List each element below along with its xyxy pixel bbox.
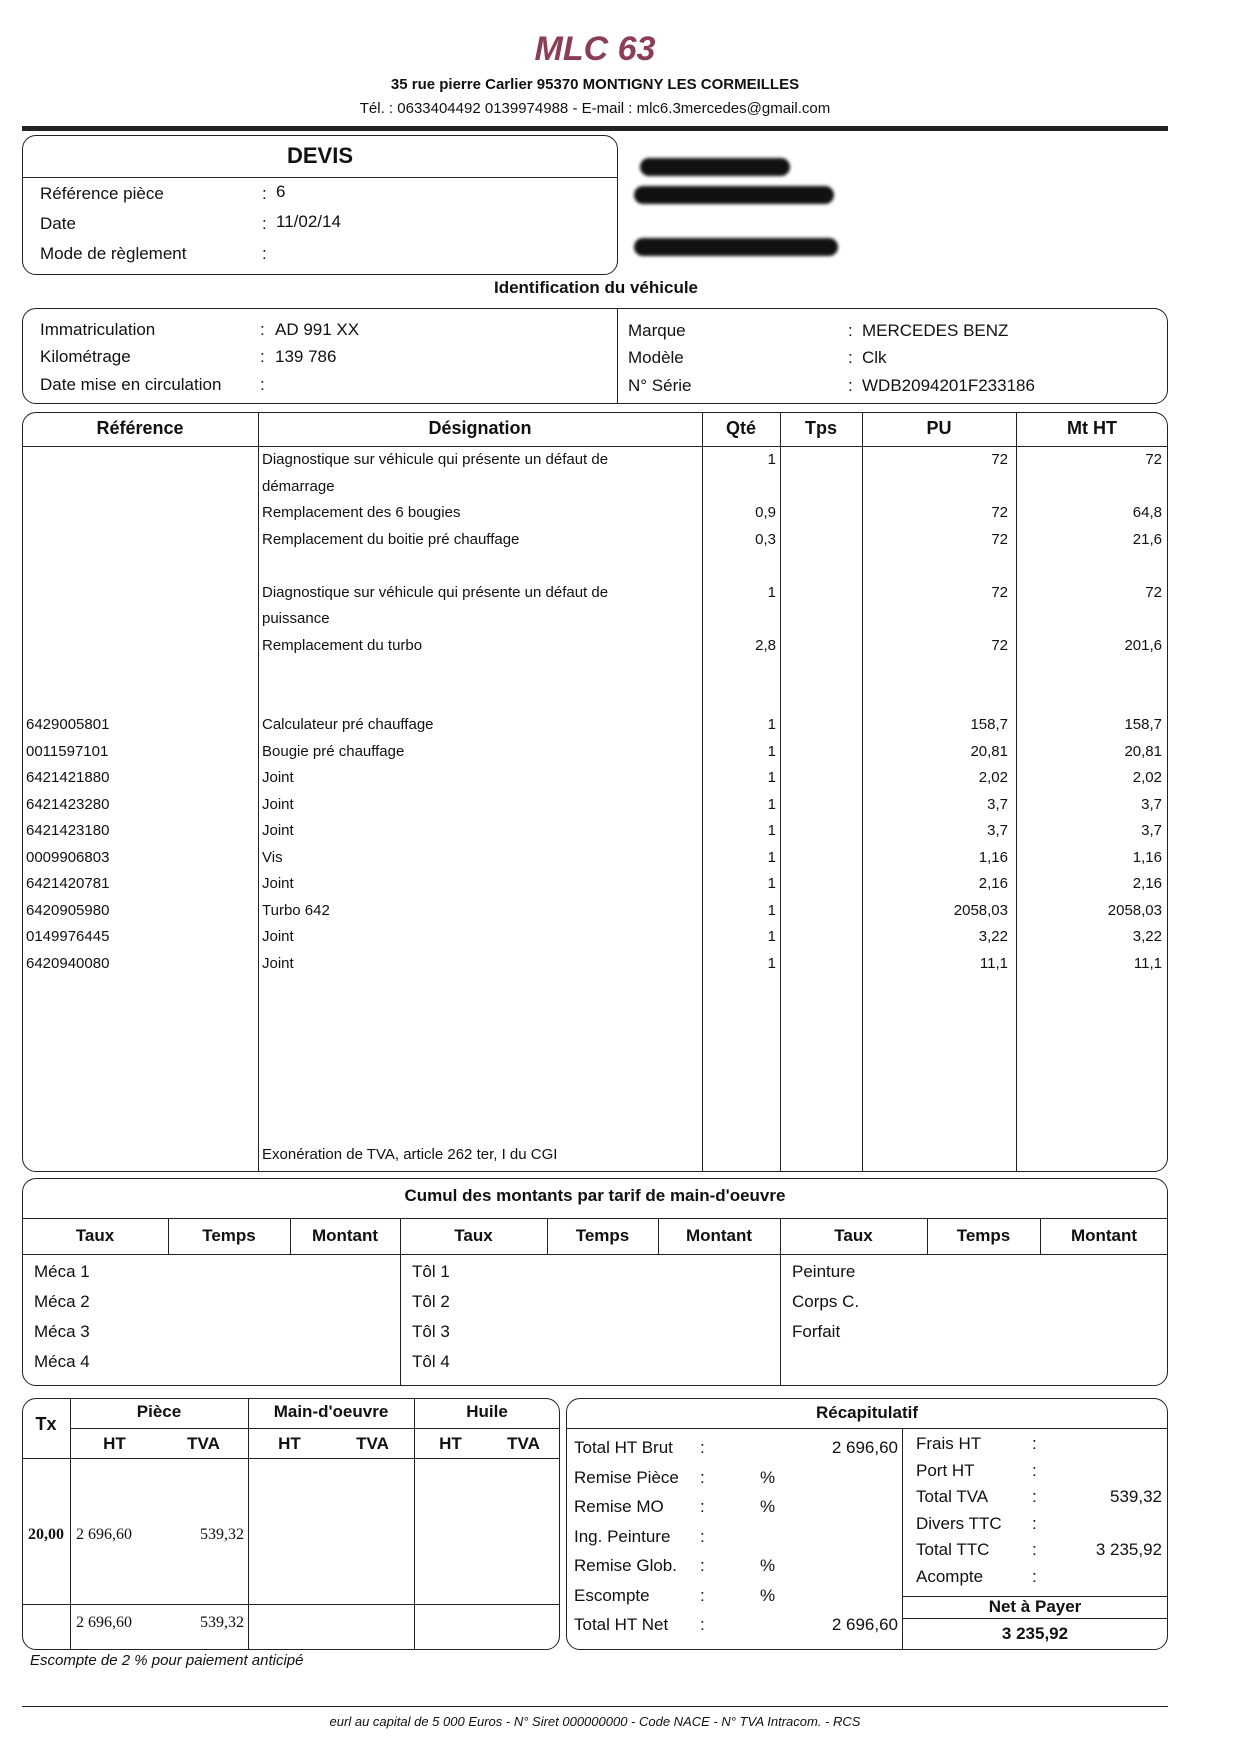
cumul-rate-label: Peinture	[792, 1262, 856, 1281]
company-contact: Tél. : 0633404492 0139974988 - E-mail : mlc6.3mercedes@gmail.com	[359, 100, 831, 117]
recap-right-sep: :	[1032, 1540, 1037, 1559]
line-qty: 1	[767, 901, 776, 919]
line-mt-ht: 3,22	[1132, 928, 1162, 945]
recap-right-label: Acompte	[916, 1566, 984, 1586]
line-designation: Remplacement du boitie pré chauffage	[262, 530, 520, 548]
line-ref: 6429005801	[26, 716, 110, 733]
line-qty: 1	[767, 716, 776, 733]
line-qty: 1	[767, 769, 776, 786]
line-mt-ht: 201,6	[1124, 636, 1162, 654]
line-designation: Joint	[262, 928, 294, 945]
net-a-payer-label: Net à Payer	[988, 1597, 1082, 1616]
tax-piece-ht: 2 696,60	[76, 1526, 132, 1543]
lines-header-divider	[22, 446, 1168, 447]
vehicle-right-value: MERCEDES BENZ	[862, 321, 1009, 340]
tax-total-divider	[22, 1604, 560, 1605]
devis-title-divider	[22, 177, 618, 178]
cumul-rate-label: Forfait	[792, 1322, 841, 1341]
line-designation: Joint	[262, 822, 294, 839]
cumul-col-header: Montant	[311, 1226, 379, 1245]
tax-piece-tva: 539,32	[200, 1526, 244, 1543]
recap-right-label: Total TTC	[916, 1540, 990, 1559]
recap-right-label: Frais HT	[916, 1434, 982, 1453]
recap-left-value: 2 696,60	[831, 1438, 898, 1457]
tax-sub-ht: HT	[103, 1434, 126, 1453]
line-qty: 1	[767, 451, 776, 468]
devis-title: DEVIS	[286, 143, 354, 168]
lines-col-divider	[780, 412, 781, 1172]
recap-left-label: Ing. Peinture	[574, 1526, 671, 1546]
recap-right-label: Port HT	[916, 1460, 975, 1480]
recap-right-sep: :	[1032, 1460, 1037, 1480]
line-designation: Joint	[262, 769, 294, 786]
line-pu: 158,7	[970, 716, 1008, 733]
line-qty: 1	[767, 928, 776, 945]
vehicle-right-value: Clk	[862, 348, 887, 367]
line-mt-ht: 3,7	[1141, 795, 1162, 813]
line-qty: 0,9	[755, 504, 776, 521]
cumul-col-header: Taux	[75, 1226, 115, 1245]
line-qty: 1	[767, 795, 776, 813]
cumul-col-header: Montant	[685, 1226, 753, 1245]
cumul-box	[22, 1178, 1168, 1386]
vehicle-left-label: Date mise en circulation	[40, 375, 222, 394]
line-mt-ht: 21,6	[1132, 530, 1162, 548]
line-pu: 2,02	[978, 769, 1008, 786]
recap-left-pct: %	[760, 1497, 776, 1516]
net-a-payer-value: 3 235,92	[1001, 1624, 1069, 1643]
lines-col-header: Tps	[804, 418, 837, 438]
devis-field-label: Référence pièce	[40, 184, 164, 203]
line-qty: 1	[767, 583, 776, 601]
line-qty: 2,8	[755, 636, 776, 654]
vehicle-right-label: Marque	[628, 321, 686, 340]
net-mid-divider	[902, 1618, 1168, 1619]
tax-total-ht: 2 696,60	[76, 1614, 132, 1631]
line-ref: 6421420781	[26, 875, 110, 892]
tax-total-tva: 539,32	[200, 1614, 244, 1631]
line-designation: Calculateur pré chauffage	[262, 716, 434, 733]
line-ref: 6421423180	[26, 822, 110, 839]
lines-col-divider	[702, 412, 703, 1172]
devis-field-value: 6	[276, 182, 286, 201]
vehicle-left-sep: :	[260, 320, 265, 339]
tax-header-divider	[22, 1458, 560, 1459]
lines-col-header: Qté	[725, 418, 756, 438]
line-mt-ht: 1,16	[1132, 848, 1162, 866]
line-mt-ht: 2,16	[1132, 875, 1162, 892]
line-ref: 6420905980	[26, 901, 110, 919]
recap-left-label: Remise Glob.	[574, 1556, 677, 1575]
lines-col-divider	[258, 412, 259, 1172]
redacted-client-name	[640, 158, 790, 176]
header-rule	[22, 126, 1168, 131]
recap-right-value: 539,32	[1110, 1487, 1162, 1506]
line-qty: 0,3	[755, 530, 776, 548]
recap-left-label: Total HT Net	[574, 1615, 669, 1634]
lines-table	[22, 412, 1168, 1172]
tva-exoneration-note: Exonération de TVA, article 262 ter, I du CGI	[262, 1146, 558, 1163]
line-designation: Turbo 642	[262, 901, 330, 919]
recap-right-sep: :	[1032, 1566, 1037, 1586]
line-designation: Diagnostique sur véhicule qui présente un défaut de	[262, 583, 609, 601]
line-qty: 1	[767, 954, 776, 972]
recap-left-label: Total HT Brut	[574, 1438, 673, 1457]
devis-field-sep: :	[262, 244, 267, 263]
vehicle-right-sep: :	[848, 348, 853, 367]
recap-right-sep: :	[1032, 1434, 1037, 1453]
line-pu: 72	[991, 583, 1008, 601]
devis-field-label: Mode de règlement	[40, 244, 187, 263]
devis-field-value: 11/02/14	[276, 212, 341, 231]
line-ref: 6420940080	[26, 954, 110, 972]
tax-sub-tva: TVA	[356, 1434, 389, 1453]
tax-sub-tva: TVA	[187, 1434, 220, 1453]
line-designation: Bougie pré chauffage	[262, 742, 405, 760]
vehicle-left-value: AD 991 XX	[275, 320, 360, 339]
recap-left-sep: :	[700, 1438, 705, 1457]
line-ref: 0009906803	[26, 848, 110, 866]
redacted-client-address	[634, 186, 834, 204]
vehicle-left-value: 139 786	[275, 347, 337, 366]
devis-field-sep: :	[262, 184, 267, 203]
cumul-rate-label: Méca 3	[34, 1322, 90, 1341]
company-address: 35 rue pierre Carlier 95370 MONTIGNY LES CORMEILLES	[390, 76, 800, 93]
lines-col-header: Mt HT	[1067, 418, 1117, 438]
line-mt-ht: 11,1	[1133, 954, 1162, 972]
cumul-header-divider	[22, 1254, 1168, 1255]
redacted-client-city	[634, 238, 838, 256]
line-pu: 72	[991, 636, 1008, 654]
cumul-rate-label: Méca 4	[34, 1352, 90, 1371]
line-pu: 2,16	[978, 875, 1008, 892]
footer-rule	[22, 1706, 1168, 1707]
cumul-rate-label: Tôl 2	[412, 1292, 450, 1311]
recap-left-label: Escompte	[574, 1585, 650, 1605]
line-mt-ht: 64,8	[1132, 504, 1162, 521]
line-pu: 3,7	[987, 795, 1008, 813]
line-pu: 72	[991, 451, 1008, 468]
line-qty: 1	[767, 742, 776, 760]
line-designation: Joint	[262, 875, 294, 892]
line-ref: 0149976445	[26, 928, 110, 945]
cumul-col-header: Temps	[575, 1226, 630, 1245]
vehicle-left-label: Kilométrage	[40, 347, 131, 366]
tax-rate: 20,00	[28, 1526, 64, 1543]
line-designation: Joint	[262, 795, 294, 813]
line-mt-ht: 20,81	[1124, 742, 1162, 760]
line-mt-ht: 72	[1145, 583, 1162, 601]
footer-legal: eurl au capital de 5 000 Euros - N° Siret 000000000 - Code NACE - N° TVA Intracom. - RCS	[329, 1714, 861, 1729]
line-qty: 1	[767, 822, 776, 839]
recap-right-label: Total TVA	[916, 1487, 989, 1506]
line-mt-ht: 2058,03	[1107, 901, 1162, 919]
tax-sub-ht: HT	[278, 1434, 301, 1453]
recap-left-pct: %	[760, 1556, 776, 1575]
line-pu: 11,1	[979, 954, 1008, 972]
recap-left-sep: :	[700, 1497, 705, 1516]
recap-left-sep: :	[700, 1615, 705, 1634]
line-pu: 1,16	[978, 848, 1008, 866]
recap-title: Récapitulatif	[815, 1403, 919, 1422]
cumul-col-header: Montant	[1070, 1226, 1138, 1245]
vehicle-right-label: N° Série	[628, 376, 692, 395]
vehicle-left-sep: :	[260, 375, 265, 394]
recap-left-sep: :	[700, 1467, 705, 1487]
recap-right-sep: :	[1032, 1487, 1037, 1506]
lines-col-header: Désignation	[428, 418, 532, 438]
cumul-rate-label: Méca 1	[34, 1262, 90, 1281]
line-pu: 72	[991, 504, 1008, 521]
line-designation: démarrage	[262, 477, 335, 495]
cumul-title-divider	[22, 1218, 1168, 1219]
recap-left-label: Remise MO	[574, 1497, 664, 1516]
line-pu: 3,22	[978, 928, 1008, 945]
line-qty: 1	[767, 848, 776, 866]
line-pu: 72	[991, 530, 1008, 548]
line-mt-ht: 158,7	[1124, 716, 1162, 733]
tax-group-header: Huile	[466, 1402, 508, 1421]
recap-right-value: 3 235,92	[1095, 1540, 1162, 1559]
recap-left-sep: :	[700, 1526, 705, 1546]
line-ref: 0011597101	[26, 742, 109, 760]
lines-col-header: PU	[926, 418, 952, 438]
devis-field-sep: :	[262, 214, 267, 233]
tax-sub-ht: HT	[439, 1434, 462, 1453]
recap-title-divider	[566, 1428, 1168, 1429]
cumul-col-header: Taux	[834, 1226, 873, 1245]
cumul-rate-label: Tôl 3	[412, 1322, 450, 1341]
line-pu: 2058,03	[953, 901, 1008, 919]
vehicle-right-sep: :	[848, 376, 853, 395]
tax-sub-tva: TVA	[507, 1434, 540, 1453]
vehicle-left-label: Immatriculation	[40, 320, 156, 339]
line-mt-ht: 72	[1145, 451, 1162, 468]
recap-left-pct: %	[760, 1585, 776, 1605]
line-ref: 6421421880	[26, 769, 110, 786]
tax-subheader-divider	[70, 1428, 560, 1429]
escompte-note: Escompte de 2 % pour paiement anticipé	[30, 1652, 304, 1669]
recap-right-sep: :	[1032, 1513, 1037, 1533]
line-designation: Remplacement du turbo	[262, 636, 423, 654]
vehicle-right-label: Modèle	[628, 348, 684, 367]
devis-field-label: Date	[40, 214, 76, 233]
cumul-rate-label: Tôl 4	[412, 1352, 450, 1371]
company-name: MLC 63	[534, 30, 656, 68]
tax-tx-label: Tx	[35, 1414, 57, 1434]
vehicle-right-value: WDB2094201F233186	[862, 376, 1035, 395]
line-ref: 6421423280	[26, 795, 110, 813]
vehicle-left-sep: :	[260, 347, 265, 366]
recap-right-label: Divers TTC	[916, 1513, 1002, 1533]
cumul-col-header: Temps	[956, 1226, 1011, 1245]
line-mt-ht: 2,02	[1132, 769, 1162, 786]
line-designation: Remplacement des 6 bougies	[262, 504, 461, 521]
vehicle-divider	[617, 308, 618, 404]
cumul-title: Cumul des montants par tarif de main-d'oeuvre	[404, 1186, 786, 1205]
line-qty: 1	[767, 875, 776, 892]
recap-left-sep: :	[700, 1585, 705, 1605]
line-designation: Joint	[262, 954, 294, 972]
recap-left-label: Remise Pièce	[574, 1467, 679, 1487]
cumul-rate-label: Méca 2	[34, 1292, 90, 1311]
line-designation: Diagnostique sur véhicule qui présente un défaut de	[262, 451, 609, 468]
cumul-col-header: Taux	[454, 1226, 493, 1245]
cumul-rate-label: Corps C.	[792, 1292, 860, 1311]
cumul-col-header: Temps	[202, 1226, 256, 1245]
tax-group-header: Pièce	[136, 1402, 182, 1421]
vehicle-heading: Identification du véhicule	[493, 278, 699, 297]
line-pu: 3,7	[987, 822, 1008, 839]
lines-col-header: Référence	[96, 418, 184, 438]
recap-left-value: 2 696,60	[831, 1615, 898, 1634]
lines-col-divider	[1016, 412, 1017, 1172]
line-designation: puissance	[262, 610, 330, 627]
line-mt-ht: 3,7	[1141, 822, 1162, 839]
recap-left-pct: %	[760, 1467, 776, 1487]
line-pu: 20,81	[970, 742, 1008, 760]
tax-group-header: Main-d'oeuvre	[273, 1402, 389, 1421]
cumul-rate-label: Tôl 1	[412, 1262, 450, 1281]
recap-left-sep: :	[700, 1556, 705, 1575]
line-designation: Vis	[262, 848, 283, 866]
lines-col-divider	[862, 412, 863, 1172]
vehicle-right-sep: :	[848, 321, 853, 340]
